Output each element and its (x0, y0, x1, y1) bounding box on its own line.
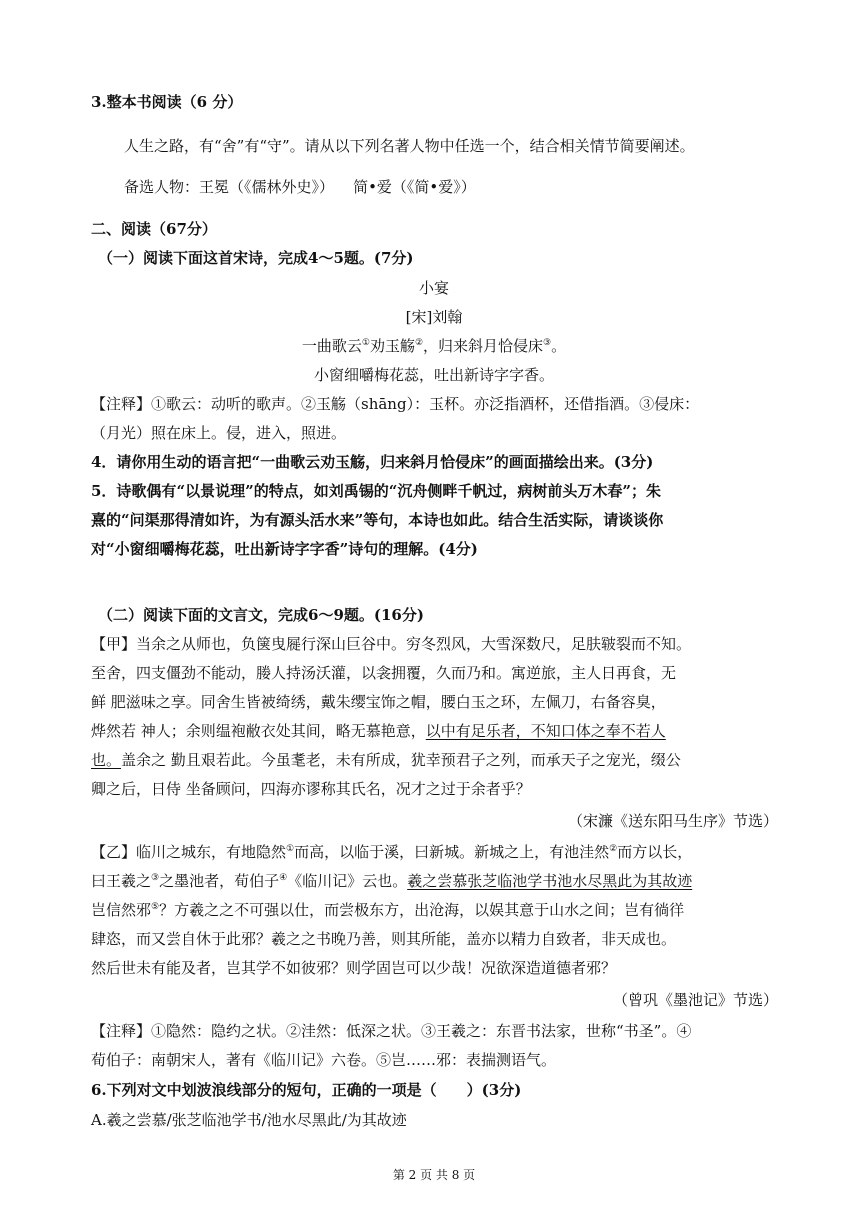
poem-line-1 (0, 336, 868, 356)
note-marker: ① (361, 338, 370, 348)
note-marker: ④ (279, 873, 288, 883)
note-marker: ⑤ (151, 902, 160, 912)
poem-title: 小宴 (418, 279, 449, 297)
poem-note-2: （月光）照在床上。侵，进入，照进。 (91, 424, 347, 442)
passage-yi-line-5: 然后世未有能及者，岂其学不如彼邪？则学固岂可以少哉！况欲深造道德者邪？ (91, 959, 617, 977)
passage-text: 岂信然邪 (91, 901, 152, 919)
passage-yi-source: （曾巩《墨池记》节选） (612, 991, 778, 1009)
q3-prompt: 人生之路，有“舍”有“守”。请从以下列名著人物中任选一个，结合相关情节简要阐述。 (124, 137, 695, 155)
passage-jia-line-5 (91, 750, 681, 770)
poem-text: 。 (551, 337, 567, 355)
passage-jia-line-1: 【甲】当余之从师也，负箧曳屣行深山巨谷中。穷冬烈风，大雪深数尺，足肤皲裂而不知。 (91, 635, 692, 653)
part2-heading: （二）阅读下面的文言文，完成6～9题。(16分) (98, 606, 424, 624)
poem-line-2: 小窗细嚼梅花蕊，吐出新诗字字香。 (313, 366, 554, 384)
passage-note-2: 荀伯子：南朝宋人，著有《临川记》六卷。⑤岂……邪：表揣测语气。 (91, 1051, 557, 1069)
poem-text: 一曲歌云 (301, 337, 362, 355)
passage-jia-line-6: 卿之后，日侍 坐备顾问，四海亦谬称其氏名，况才之过于余者乎？ (91, 780, 531, 798)
note-marker: ③ (543, 338, 552, 348)
passage-yi-line-4: 肆恣，而又尝自休于此邪？羲之之书晚乃善，则其所能，盖亦以精力自致者，非天成也。 (91, 930, 677, 948)
q3-heading: 3.整本书阅读（6 分） (91, 93, 243, 111)
question-6: 6.下列对文中划波浪线部分的短句，正确的一项是（ ）(3分) (91, 1081, 522, 1099)
poem-author: [宋]刘翰 (405, 308, 463, 326)
passage-yi-line-3 (91, 900, 684, 920)
poem-text: 劝玉觞 (369, 337, 415, 355)
passage-text: 【乙】临川之城东，有地隐然 (91, 843, 287, 861)
page-number: 第 2 页 共 8 页 (392, 1168, 476, 1182)
passage-text: 《临川记》云也。 (287, 872, 408, 890)
passage-jia-line-3: 鲜 肥滋味之享。同舍生皆被绮绣，戴朱缨宝饰之帽，腰白玉之环，左佩刀，右备容臭， (91, 693, 666, 711)
note-marker: ① (286, 844, 295, 854)
question-5-line-1: 5．诗歌偶有“以景说理”的特点，如刘禹锡的“沉舟侧畔千帆过，病树前头万木春”；朱 (91, 482, 661, 500)
question-5-line-2: 熹的“问渠那得清如许，为有源头活水来”等句，本诗也如此。结合生活实际，请谈谈你 (91, 511, 664, 529)
wavy-underlined-sentence: 羲之尝慕张芝临池学书池水尽黑此为其故迹 (407, 872, 693, 890)
poem-note-1: 【注释】①歌云：动听的歌声。②玉觞（shāng）：玉杯。亦泛指酒杯，还借指酒。③侵床： (91, 395, 700, 413)
passage-text: 而高，以临于溪，曰新城。新城之上，有池洼然 (294, 843, 610, 861)
q3-options: 备选人物：王冕（《儒林外史》） 简•爱（《简•爱》） (124, 178, 476, 196)
passage-text: 盖余之 勤且艰若此。今虽耄老，未有所成，犹幸预君子之列，而承天子之宠光，缀公 (121, 751, 681, 769)
passage-text: 烨然若 神人；余则缊袍敝衣处其间，略无慕艳意， (91, 722, 426, 740)
question-4: 4．请你用生动的语言把“一曲歌云劝玉觞，归来斜月恰侵床”的画面描绘出来。(3分) (91, 453, 654, 471)
question-6-option-a: A.羲之尝慕/张芝临池学书/池水尽黑此/为其故迹 (91, 1111, 407, 1129)
passage-yi-line-1 (91, 842, 692, 862)
question-5-line-3: 对“小窗细嚼梅花蕊，吐出新诗字字香”诗句的理解。(4分) (91, 540, 478, 558)
passage-text: ？方羲之之不可强以仕，而尝极东方，出沧海，以娱其意于山水之间；岂有徜徉 (159, 901, 685, 919)
underlined-sentence: 也。 (91, 751, 122, 769)
section2-heading: 二、阅读（67分） (91, 220, 217, 238)
passage-text: 曰王羲之 (91, 872, 152, 890)
passage-text: 之墨池者，荀伯子 (159, 872, 280, 890)
note-marker: ② (414, 338, 424, 348)
part1-heading: （一）阅读下面这首宋诗，完成4～5题。(7分) (98, 249, 414, 267)
passage-jia-line-2: 至舍，四支僵劲不能动，媵人持汤沃灌，以衾拥覆，久而乃和。寓逆旅，主人日再食，无 (91, 664, 677, 682)
passage-jia-source: （宋濂《送东阳马生序》节选） (567, 812, 778, 830)
passage-yi-line-2 (91, 871, 692, 891)
passage-text: 而方以长， (617, 843, 693, 861)
passage-jia-line-4 (91, 721, 666, 741)
note-marker: ② (609, 844, 618, 854)
note-marker: ③ (151, 873, 160, 883)
underlined-sentence: 以中有足乐者，不知口体之奉不若人 (425, 722, 666, 740)
poem-text: ，归来斜月恰侵床 (423, 337, 544, 355)
passage-note-1: 【注释】①隐然：隐约之状。②洼然：低深之状。③王羲之：东晋书法家，世称“书圣”。④ (91, 1022, 692, 1040)
